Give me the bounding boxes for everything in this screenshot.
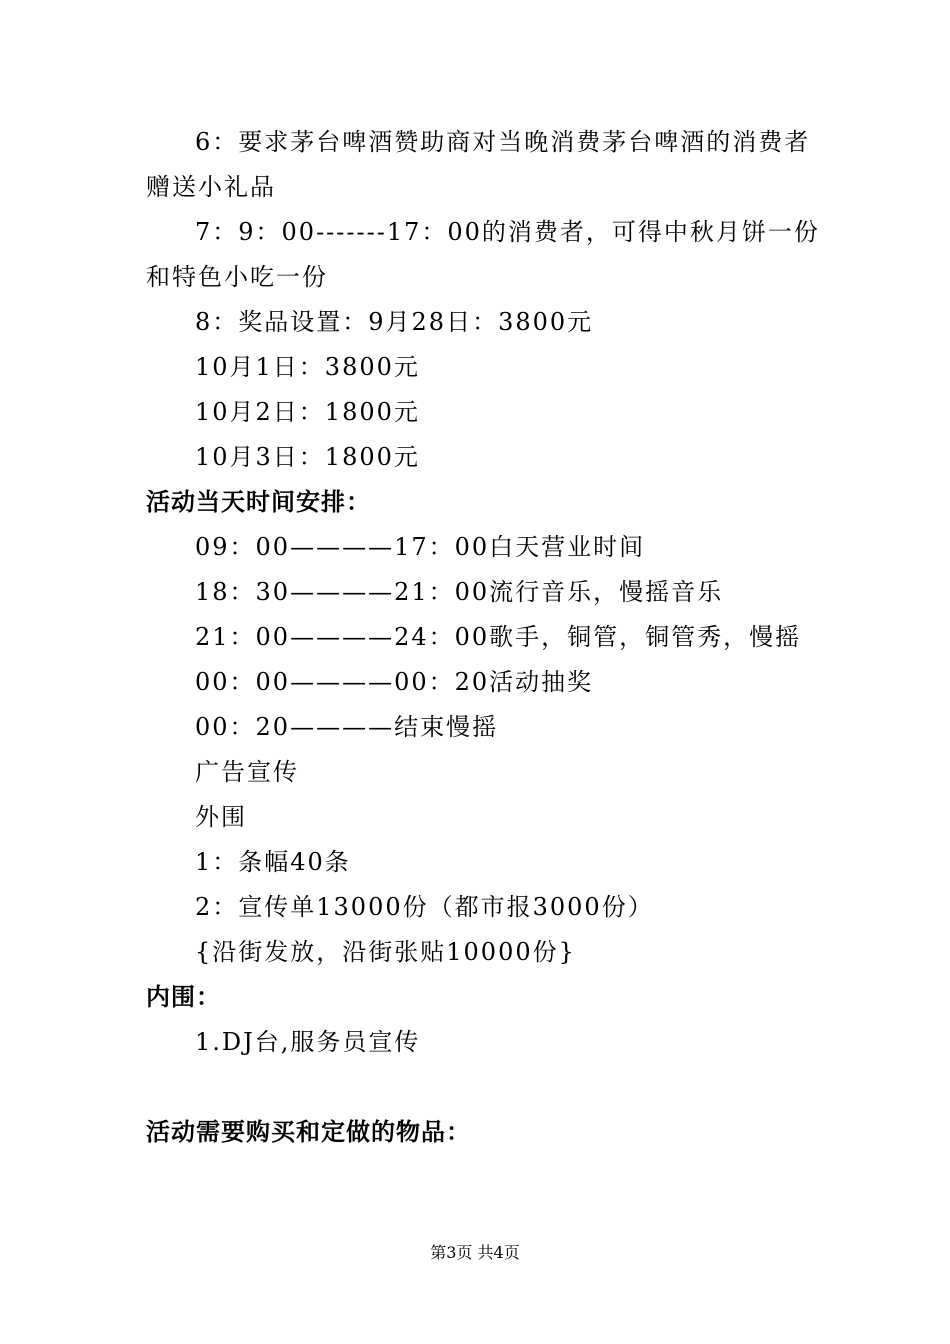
prize-oct1: 10月1日：3800元 [195, 353, 420, 381]
schedule-heading: 活动当天时间安排： [146, 488, 371, 516]
schedule-item: 18：30————21：00流行音乐，慢摇音乐 [195, 578, 724, 606]
purchase-heading: 活动需要购买和定做的物品： [146, 1118, 471, 1146]
schedule-item: 09：00————17：00白天营业时间 [195, 533, 646, 561]
body-line-6-cont: 赠送小礼品 [146, 173, 276, 201]
schedule-item: 00：20————结束慢摇 [195, 713, 499, 741]
outer-item: {沿街发放，沿街张贴10000份} [195, 938, 576, 966]
outer-item: 1：条幅40条 [195, 848, 351, 876]
outer-item: 2：宣传单13000份（都市报3000份） [195, 893, 654, 921]
inner-heading: 内围： [146, 983, 221, 1011]
outer-label: 外围 [195, 803, 247, 831]
body-line-6: 6：要求茅台啤酒赞助商对当晚消费茅台啤酒的消费者 [195, 128, 811, 156]
inner-item: 1.DJ台,服务员宣传 [195, 1028, 421, 1056]
body-line-7-cont: 和特色小吃一份 [146, 263, 328, 291]
advertising-title: 广告宣传 [195, 758, 299, 786]
prize-oct3: 10月3日：1800元 [195, 443, 420, 471]
schedule-item: 21：00————24：00歌手，铜管，铜管秀，慢摇 [195, 623, 802, 651]
schedule-item: 00：00————00：20活动抽奖 [195, 668, 594, 696]
body-line-7: 7：9：00-------17：00的消费者，可得中秋月饼一份 [195, 218, 820, 246]
prize-oct2: 10月2日：1800元 [195, 398, 420, 426]
page-footer: 第3页 共4页 [430, 1243, 520, 1262]
prize-line: 8：奖品设置：9月28日：3800元 [195, 308, 594, 336]
